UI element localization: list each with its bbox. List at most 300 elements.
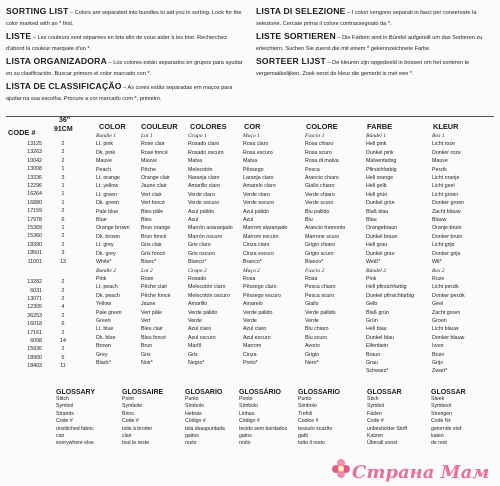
count-cell: 11 <box>60 363 66 370</box>
glossary-block <box>185 389 225 448</box>
colores-cell: Rosado <box>188 275 207 282</box>
code-cell: 15936 <box>27 346 42 353</box>
intro-text-line: – De kleuren zijn opgedeeld in bossen om het sorteren te vergemakkelijken. Zoek eerst de kleur die gemerkt is met een *. <box>256 60 470 77</box>
glossary-term: Punto <box>298 396 312 402</box>
color-cell: Mauve <box>96 158 112 165</box>
colore-cell: Rosa <box>305 275 318 282</box>
cor-cell: Cinza escuro <box>243 250 274 257</box>
count-cell: 1 <box>61 225 65 232</box>
kleur-cell: Donker perzik <box>432 292 465 299</box>
glossary-term: tout le reste <box>122 440 150 447</box>
couleur-cell: Blanc* <box>141 259 157 266</box>
count-cell: 2 <box>61 157 65 164</box>
kleur-cell: Donker groen <box>432 200 465 207</box>
colores-cell: Gris <box>188 351 198 358</box>
farbe-cell: Grün <box>366 317 378 324</box>
glossary-term: Symbole <box>122 403 143 410</box>
kleur-cell: Roze <box>432 275 445 282</box>
code-cell: 12296 <box>27 183 42 190</box>
glossary-term: unbestickter Stoff <box>367 425 407 432</box>
colores-cell: Verde <box>188 317 202 324</box>
glossary-term: Código # <box>185 418 206 425</box>
kleur-cell: Zwart* <box>432 368 448 375</box>
colores-cell: Verde pálido <box>188 309 218 316</box>
glossary-block <box>367 389 407 448</box>
couleur-cell: Vert clair <box>141 191 162 198</box>
couleur-cell: Brun orange <box>141 225 171 232</box>
count-cell: 6 <box>61 216 65 223</box>
colores-cell: Marrón oscuro <box>188 233 223 240</box>
code-cell: 15360 <box>27 233 42 240</box>
colore-cell: Marrone scuro <box>305 233 340 240</box>
colores-cell: Azul pálido <box>188 208 214 215</box>
bundle-label: Fascio 1 <box>305 133 325 139</box>
glossary-term: tutto il resto <box>298 440 325 447</box>
code-cell: 18501 <box>27 250 42 257</box>
colore-cell: Bianco* <box>305 259 324 266</box>
bundle-label: Maço 1 <box>243 133 260 139</box>
color-cell: Lt. orange <box>96 175 120 182</box>
header-code: CODE # <box>8 128 36 137</box>
couleur-cell: Gris <box>141 351 151 358</box>
kleur-cell: Licht roze <box>432 141 455 148</box>
couleur-cell: Jaune <box>141 301 156 308</box>
cor-cell: Marrom escuro <box>243 233 279 240</box>
glossary-block <box>56 389 95 448</box>
count-cell: 1 <box>61 166 65 173</box>
glossary-term: Stitch <box>56 396 69 402</box>
kleur-cell: Donker grijs <box>432 250 461 257</box>
farbe-cell: Hell pink <box>366 141 387 148</box>
couleur-cell: Bleu pâle <box>141 208 164 215</box>
glossary-term: Fäden <box>367 410 382 417</box>
kleur-cell: Zacht groen <box>432 309 461 316</box>
couleur-cell: Bleu <box>141 217 152 224</box>
intro-block <box>6 6 244 28</box>
farbe-cell: Orangebraun <box>366 225 398 232</box>
code-cell: 13125 <box>27 141 42 147</box>
glossary-term: tecido sem bordados <box>239 425 288 432</box>
glossary-term: Ponto <box>239 396 253 402</box>
colores-cell: Gris oscuro <box>188 250 216 257</box>
glossary-term: unstitched fabric <box>56 425 94 432</box>
color-cell: Lt. yellow <box>96 183 119 190</box>
colores-cell: Amarillo claro <box>188 183 221 190</box>
couleur-cell: Pêche <box>141 166 157 173</box>
header-color: COLOR <box>99 122 126 131</box>
color-column <box>96 132 140 367</box>
couleur-cell: Mauve <box>141 158 157 165</box>
cor-cell: Pêssego <box>243 166 264 173</box>
kleur-cell: Licht grijs <box>432 242 455 249</box>
colores-cell: Blanco* <box>188 259 207 266</box>
glossary-term: Code # <box>367 418 384 425</box>
colore-cell: Pesca <box>305 166 320 173</box>
code-cell: 17159 <box>27 208 42 215</box>
colore-cell: Blu pallido <box>305 208 330 215</box>
count-cell: 2 <box>61 208 65 215</box>
count-cell: 2 <box>61 279 65 286</box>
colore-cell: Verde pallido <box>305 309 336 316</box>
colores-cell: Malva <box>188 158 203 165</box>
colore-cell: Giallo <box>305 301 319 308</box>
glossary-term: Symbol <box>56 403 74 410</box>
header-couleur: COULEUR <box>141 122 178 131</box>
code-cell: 15369 <box>27 225 42 232</box>
code-column <box>10 140 42 371</box>
colores-cell: Azul <box>188 217 199 224</box>
farbe-cell: Hell grün <box>366 191 388 198</box>
header-colore: COLORE <box>306 122 338 131</box>
count-cell: 2 <box>61 141 65 147</box>
glossary-title: GLOSARIO <box>185 389 223 396</box>
glossary-term: Símbolo <box>239 403 259 410</box>
couleur-cell: Brun <box>141 343 153 350</box>
farbe-cell: Weiß* <box>366 259 381 266</box>
farbe-cell: Elfenbein <box>366 343 389 350</box>
code-cell: 18390 <box>27 241 42 248</box>
intro-text-line: – As cores estão separadas em maços para ajudar na sua escolha. Procure a cor marcado com *, primeiro. <box>6 85 233 102</box>
color-cell: Lt. pink <box>96 141 114 148</box>
kleur-cell: Zacht blauw <box>432 208 461 215</box>
count-cell: 4 <box>61 304 65 311</box>
cor-cell: Verde pálido <box>243 309 273 316</box>
farbe-cell: Malvenfarbig <box>366 158 397 165</box>
glossary-term: Code # <box>56 418 73 425</box>
couleur-cell: Rose foncé <box>141 149 168 156</box>
kleur-cell: Geel <box>432 301 444 308</box>
row-spacer <box>10 266 42 278</box>
colores-cell: Naranja claro <box>188 175 220 182</box>
colores-column <box>188 132 243 367</box>
code-cell: 18403 <box>27 363 42 370</box>
colore-cell: Blu <box>305 217 313 224</box>
glossary-term: Symbool <box>431 403 452 410</box>
intro-block <box>256 6 494 28</box>
intro-text-line: – Los colores están separados en grupos para ayudar en su clasificación. Buscar primero el color marcado con *. <box>6 60 243 77</box>
kleur-cell: Licht geel <box>432 183 455 190</box>
couleur-cell: Bleu foncé <box>141 334 167 341</box>
watermark-text: Страна Мам <box>352 462 490 483</box>
colore-cell: Rosa di malva <box>305 158 339 165</box>
cor-cell: Rosa escuro <box>243 149 273 156</box>
intro-column-right <box>256 6 494 81</box>
glossary-term: Überall sonst <box>367 440 398 447</box>
cor-cell: Verde <box>243 317 257 324</box>
cor-cell: Pêssego escuro <box>243 292 281 299</box>
farbe-cell: Hell gelb <box>366 183 387 190</box>
couleur-cell: Vert pâle <box>141 309 162 316</box>
code-cell: 12305 <box>27 304 42 311</box>
code-cell: 18900 <box>27 354 42 361</box>
divider-rule <box>6 116 494 117</box>
code-cell: 13263 <box>27 149 42 156</box>
kleur-cell: Ivoor <box>432 343 444 350</box>
glossary-title: GLOSSAR <box>367 389 402 396</box>
kleur-column <box>432 132 494 376</box>
bundle-label: Grupo 1 <box>188 133 207 139</box>
count-cell: 1 <box>61 183 65 190</box>
colores-cell: Melocotón <box>188 166 213 173</box>
colores-cell: Melocotón oscuro <box>188 292 230 299</box>
color-cell: Dk. peach <box>96 292 120 299</box>
header-colores: COLORES <box>190 122 227 131</box>
couleur-cell: Orange clair <box>141 175 170 182</box>
glossary-term: Brins <box>122 410 134 417</box>
code-cell: 16880 <box>27 199 42 206</box>
intro-block <box>6 31 244 53</box>
kleur-cell: Licht blauw <box>432 326 459 333</box>
intro-text-line: – Colors are separated into bundles to aid you in sorting. Look for the color marked with an * first. <box>6 10 242 27</box>
intro-block <box>6 56 244 78</box>
colore-cell: Nero* <box>305 359 319 366</box>
code-cell: 17161 <box>27 329 42 336</box>
farbe-cell: Grau <box>366 359 378 366</box>
glossary-term: toile à broder <box>122 425 153 432</box>
glossary-term: de rest <box>431 440 447 447</box>
kleur-cell: Donker bruin <box>432 233 463 240</box>
colore-cell: Arancio chiaro <box>305 175 339 182</box>
glossary-block <box>431 389 466 448</box>
glossary-term: Símbolo <box>185 403 205 410</box>
color-cell: Dk. blue <box>96 334 116 341</box>
code-cell: 6098 <box>30 337 42 344</box>
farbe-cell: Dunkel pink <box>366 149 394 156</box>
code-cell: 13008 <box>27 166 42 173</box>
bundle-label: Bos 2 <box>432 267 445 274</box>
header-length-bottom: 91CM <box>54 126 73 133</box>
count-cell: 2 <box>61 287 65 294</box>
code-cell: 10042 <box>27 157 42 164</box>
glossary-term: tessuto scazlto <box>298 425 333 432</box>
colores-cell: Melocotón claro <box>188 284 226 291</box>
kleur-cell: Bruin <box>432 351 445 358</box>
intro-heading: SORTING LIST <box>6 6 69 16</box>
bundle-label: Grupo 2 <box>188 267 207 274</box>
count-cell: 6 <box>61 321 65 328</box>
glossary-term: resto <box>185 440 197 447</box>
glossary-block <box>239 389 287 448</box>
glossary-term: Code # <box>122 418 139 425</box>
intro-heading: LISTE <box>6 31 32 41</box>
intro-text <box>6 6 494 116</box>
glossary-term: Strengen <box>431 410 453 417</box>
row-spacer <box>55 266 71 278</box>
cor-cell: Marrom <box>243 343 262 350</box>
color-cell: Pale blue <box>96 208 119 215</box>
kleur-cell: Mauve <box>432 158 448 165</box>
farbe-cell: Hell blau <box>366 326 387 333</box>
count-cell: 14 <box>60 337 66 344</box>
glossary-term: Steek <box>431 396 445 402</box>
colores-cell: Verde oscuro <box>188 200 220 207</box>
couleur-cell: Gris clair <box>141 242 162 249</box>
color-cell: Grey <box>96 351 108 358</box>
colore-cell: Verde chiaro <box>305 191 335 198</box>
header-farbe: FARBE <box>367 122 393 131</box>
glossary-term: gatti <box>298 433 308 440</box>
count-cell: 1 <box>61 191 65 198</box>
color-cell: Pale green <box>96 309 122 316</box>
glossary-term: resto <box>239 440 251 447</box>
colores-cell: Rosado claro <box>188 141 220 148</box>
color-cell: Black* <box>96 359 112 366</box>
colore-cell: Verde scuro <box>305 200 334 207</box>
count-cell: 3 <box>61 174 65 181</box>
colore-column <box>305 132 365 367</box>
couleur-cell: Noir* <box>141 359 153 366</box>
kleur-cell: Groen <box>432 317 447 324</box>
kleur-cell: Grijs <box>432 359 443 366</box>
bundle-label: Bundle 1 <box>96 133 117 139</box>
code-cell: 6031 <box>30 287 42 294</box>
cor-cell: Azul escuro <box>243 334 271 341</box>
glossary-term: Code Nr. <box>431 418 452 425</box>
colore-cell: Pesca scuro <box>305 292 335 299</box>
kleur-cell: Licht oranje <box>432 175 460 182</box>
glossary-term: Simbolo <box>298 403 317 410</box>
code-cell: 16264 <box>27 191 42 198</box>
colore-cell: Avorio <box>305 343 320 350</box>
intro-heading: LISTE SORTIEREN <box>256 31 336 41</box>
farbe-cell: Gelb <box>366 301 378 308</box>
cor-cell: Verde escuro <box>243 200 275 207</box>
count-cell: 6 <box>61 354 65 361</box>
farbe-cell: Schwarz* <box>366 368 389 375</box>
cor-cell: Marrom alaranjado <box>243 225 288 232</box>
length-column <box>55 140 71 371</box>
color-cell: Peach <box>96 166 112 173</box>
colore-cell: Grigio chiaro <box>305 242 336 249</box>
bundle-label: Maço 2 <box>243 267 260 274</box>
farbe-cell: Dunkel grau <box>366 250 395 257</box>
glossary-title: GLOSSÁRIO <box>239 389 282 396</box>
code-cell: 17978 <box>27 216 42 223</box>
color-cell: Dk. grey <box>96 250 116 257</box>
color-cell: White* <box>96 259 112 266</box>
glossary-term: Katzen <box>367 433 384 440</box>
glossary-term: getornde stof <box>431 425 462 432</box>
glossary-term: Código # <box>239 418 260 425</box>
kleur-cell: Oranje-bruin <box>432 225 462 232</box>
farbe-cell: Pink <box>366 275 377 282</box>
count-cell: 2 <box>61 295 65 302</box>
glossary-term: Linhas <box>239 410 255 417</box>
bundle-label: Fascio 2 <box>305 267 325 274</box>
color-cell: Yellow <box>96 301 112 308</box>
couleur-cell: Vert <box>141 317 151 324</box>
cor-cell: Verde claro <box>243 191 270 198</box>
kleur-cell: Licht perzik <box>432 284 459 291</box>
colore-cell: Blu scuro <box>305 334 328 341</box>
count-cell: 2 <box>61 149 65 156</box>
glossary-term: can <box>56 433 65 440</box>
color-cell: Blue <box>96 217 107 224</box>
color-cell: Green <box>96 317 111 324</box>
farbe-cell: Hell orange <box>366 175 394 182</box>
cor-cell: Amarelo <box>243 301 263 308</box>
glossary-term: gatos <box>239 433 252 440</box>
farbe-cell: Hell grau <box>366 242 388 249</box>
cor-cell: Preto* <box>243 359 258 366</box>
colores-cell: Amarillo <box>188 301 208 308</box>
glossary-term: Codice # <box>298 418 319 425</box>
glossary-title: GLOSSAIRE <box>122 389 164 396</box>
farbe-cell: Blau <box>366 217 377 224</box>
code-cell: 36253 <box>27 312 42 319</box>
glossary-block <box>122 389 163 448</box>
cor-cell: Branco* <box>243 259 262 266</box>
count-cell: 13 <box>60 258 66 265</box>
cor-cell: Rosa claro <box>243 141 269 148</box>
count-cell: 2 <box>61 233 65 240</box>
colores-cell: Rosado oscuro <box>188 149 224 156</box>
color-tables <box>0 117 500 375</box>
farbe-cell: Dunkel braun <box>366 233 398 240</box>
glossary-title: GLOSSARIO <box>298 389 341 396</box>
farbe-cell: Blaß grün <box>366 309 389 316</box>
kleur-cell: Donker roze <box>432 149 461 156</box>
colore-cell: Grigio scuro <box>305 250 334 257</box>
glossary-term: Strands <box>56 410 74 417</box>
farbe-cell: Hell pfirsichfarbig <box>366 284 407 291</box>
intro-text-line: – I colori vengono separati in fasci per conservare la selezione. Cercate prima il colore contrassegnato da *. <box>256 10 477 27</box>
bundle-label: Bündel 2 <box>366 267 387 274</box>
code-cell: 11001 <box>27 258 42 265</box>
farbe-column <box>366 132 432 376</box>
cor-cell: Malva <box>243 158 258 165</box>
intro-text-line: – Die Farben sind in Bündel aufgeteilt um das Sortieren zu erleichtern. Suchen Sie zuerst die mit einem * gekennzeichnete Farbe. <box>256 35 483 52</box>
colores-cell: Marfil <box>188 343 201 350</box>
count-cell: 2 <box>61 346 65 353</box>
farbe-cell: Blaß blau <box>366 208 389 215</box>
color-cell: Lt. green <box>96 191 117 198</box>
code-cell: 13336 <box>27 174 42 181</box>
glossary-term: Hebras <box>185 410 202 417</box>
count-cell: 2 <box>61 312 65 319</box>
colore-cell: Verde <box>305 317 319 324</box>
couleur-cell: Vert foncé <box>141 200 165 207</box>
count-cell: 3 <box>61 250 65 257</box>
glossary-term: Trefoli <box>298 410 313 417</box>
kleur-cell: Donker blauw <box>432 334 465 341</box>
colores-cell: Marrón anaranjado <box>188 225 233 232</box>
glossary-title: GLOSSAR <box>431 389 466 396</box>
glossary-term: Point <box>122 396 134 402</box>
cor-cell: Rosa <box>243 275 256 282</box>
color-cell: Dk. green <box>96 200 119 207</box>
header-cor: COR <box>244 122 261 131</box>
intro-heading: LISTA ORGANIZADORA <box>6 56 107 66</box>
flower-logo-icon <box>330 457 352 479</box>
farbe-cell: Pfirsichfarbig <box>366 166 397 173</box>
bundle-label: Bündel 1 <box>366 133 387 139</box>
farbe-cell: Dunkel pfirsichfarbig <box>366 292 414 299</box>
glossary-title: GLOSSARY <box>56 389 96 396</box>
header-length-top: 36" <box>59 117 71 124</box>
code-cell: 16018 <box>27 321 42 328</box>
couleur-cell: Jaune clair <box>141 183 167 190</box>
couleur-cell: Brun foncé <box>141 233 167 240</box>
colores-cell: Negro* <box>188 359 205 366</box>
couleur-cell: Rose <box>141 275 154 282</box>
colore-cell: Pesca chiaro <box>305 284 336 291</box>
cor-cell: Azul <box>243 217 254 224</box>
cor-cell: Cinza <box>243 351 257 358</box>
intro-column-left <box>6 6 244 106</box>
count-cell: 2 <box>61 329 65 336</box>
color-cell: Lt. grey <box>96 242 114 249</box>
